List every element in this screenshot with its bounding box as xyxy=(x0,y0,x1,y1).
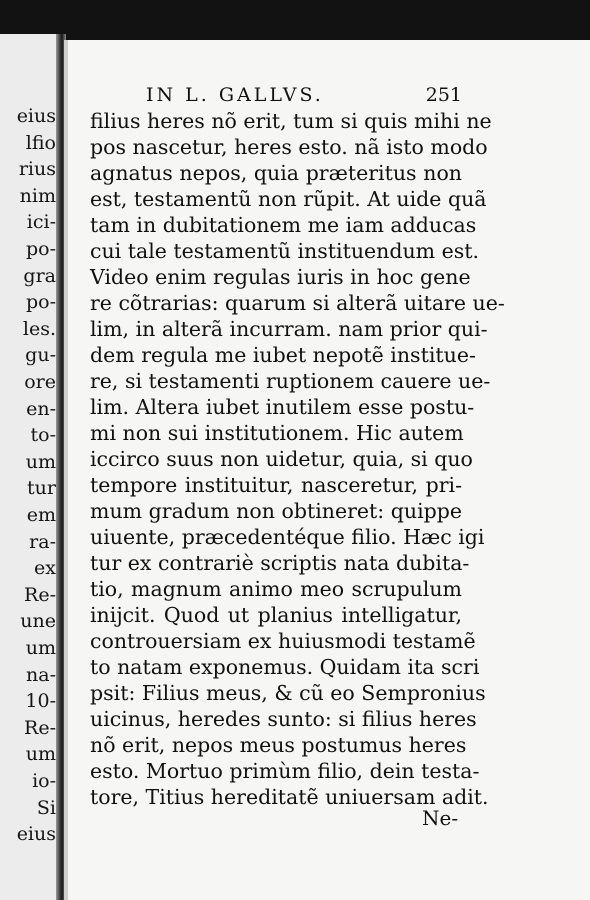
left-page-line: to- xyxy=(30,424,56,447)
text-line: uicinus, heredes sunto: si filius heres xyxy=(90,707,477,731)
text-line: agnatus nepos, quia præteritus non xyxy=(90,161,462,185)
left-page-line: gra xyxy=(23,264,56,287)
text-line: uiuente, præcedentéque filio. Hæc igi xyxy=(90,525,485,549)
text-line: pos nascetur, heres esto. nã isto modo xyxy=(90,135,488,159)
left-page-line: nim xyxy=(19,184,56,207)
text-line: est, testamentũ non rũpit. At uide quã xyxy=(90,187,487,211)
left-page-line: io- xyxy=(32,770,56,792)
text-line: tam in dubitationem me iam adducas xyxy=(90,213,477,237)
body-text xyxy=(90,108,505,810)
catchword: Ne- xyxy=(422,806,459,830)
left-page-line: ex xyxy=(34,557,56,580)
left-page-line: rius xyxy=(18,158,56,181)
left-page-line: na- xyxy=(26,663,56,686)
text-line: tore, Titius hereditatẽ uniuersam adit. xyxy=(90,785,489,809)
left-page-line: Si xyxy=(36,796,56,819)
left-page-line: 10- xyxy=(25,690,56,713)
text-line: psit: Filius meus, & cũ eo Sempronius xyxy=(90,681,486,705)
left-page-line: les. xyxy=(22,317,56,340)
left-page-line: tur xyxy=(27,477,56,500)
text-line: filius heres nõ erit, tum si quis mihi ne xyxy=(90,109,492,133)
left-page-line: um xyxy=(25,450,56,473)
left-page-line: po- xyxy=(25,238,56,260)
text-line: controuersiam ex huiusmodi testamẽ xyxy=(90,629,476,653)
left-page-line: ore xyxy=(24,371,56,393)
left-page-line: eius xyxy=(16,105,56,127)
text-line: cui tale testamentũ instituendum est. xyxy=(90,239,480,263)
text-line: tur ex contrariè scriptis nata dubita- xyxy=(90,551,470,575)
left-page-fragment xyxy=(0,34,58,900)
text-line: nõ erit, nepos meus postumus heres xyxy=(90,733,467,757)
text-line: tempore instituitur, nasceretur, pri- xyxy=(90,473,462,497)
left-page-line: um xyxy=(25,743,56,766)
text-line: Video enim regulas iuris in hoc gene xyxy=(90,265,471,289)
text-line: to natam exponemus. Quidam ita scri xyxy=(90,655,480,679)
left-page-line: em xyxy=(26,504,56,526)
text-line: tio, magnum animo meo scrupulum xyxy=(90,577,462,601)
left-page-line: um xyxy=(25,637,56,659)
page-header xyxy=(146,84,462,108)
left-page-line: eius xyxy=(16,823,56,846)
left-page-line: lfio xyxy=(25,131,56,154)
text-line: esto. Mortuo primùm filio, dein testa- xyxy=(90,759,480,783)
left-page-line: po- xyxy=(25,291,56,314)
left-page-line: Re- xyxy=(24,716,56,739)
page-edge xyxy=(64,40,68,900)
left-page-line: une xyxy=(20,610,56,633)
left-page-line: ici- xyxy=(26,211,56,234)
text-line: lim, in alterã incurram. nam prior qui- xyxy=(90,317,488,341)
running-head: IN L. GALLVS. xyxy=(146,84,324,106)
left-page-line: Re- xyxy=(24,583,56,606)
text-line: re cõtrarias: quarum si alterã uitare ue- xyxy=(90,291,505,315)
scan-dark-border xyxy=(0,0,590,44)
left-page-line: en- xyxy=(26,397,56,420)
text-line: re, si testamenti ruptionem cauere ue- xyxy=(90,369,491,393)
text-line: lim. Altera iubet inutilem esse postu- xyxy=(90,395,475,419)
left-page-line: ra- xyxy=(29,530,56,553)
text-line: dem regula me iubet nepotẽ institue- xyxy=(90,343,476,367)
text-line: mi non sui institutionem. Hic autem xyxy=(90,421,464,445)
page-number: 251 xyxy=(425,84,462,106)
left-page-line: gu- xyxy=(25,344,56,367)
text-line: mum gradum non obtineret: quippe xyxy=(90,499,462,523)
text-line: iccirco suus non uidetur, quia, si quo xyxy=(90,447,473,471)
text-line: inijcit. Quod ut planius intelligatur, xyxy=(90,603,462,627)
